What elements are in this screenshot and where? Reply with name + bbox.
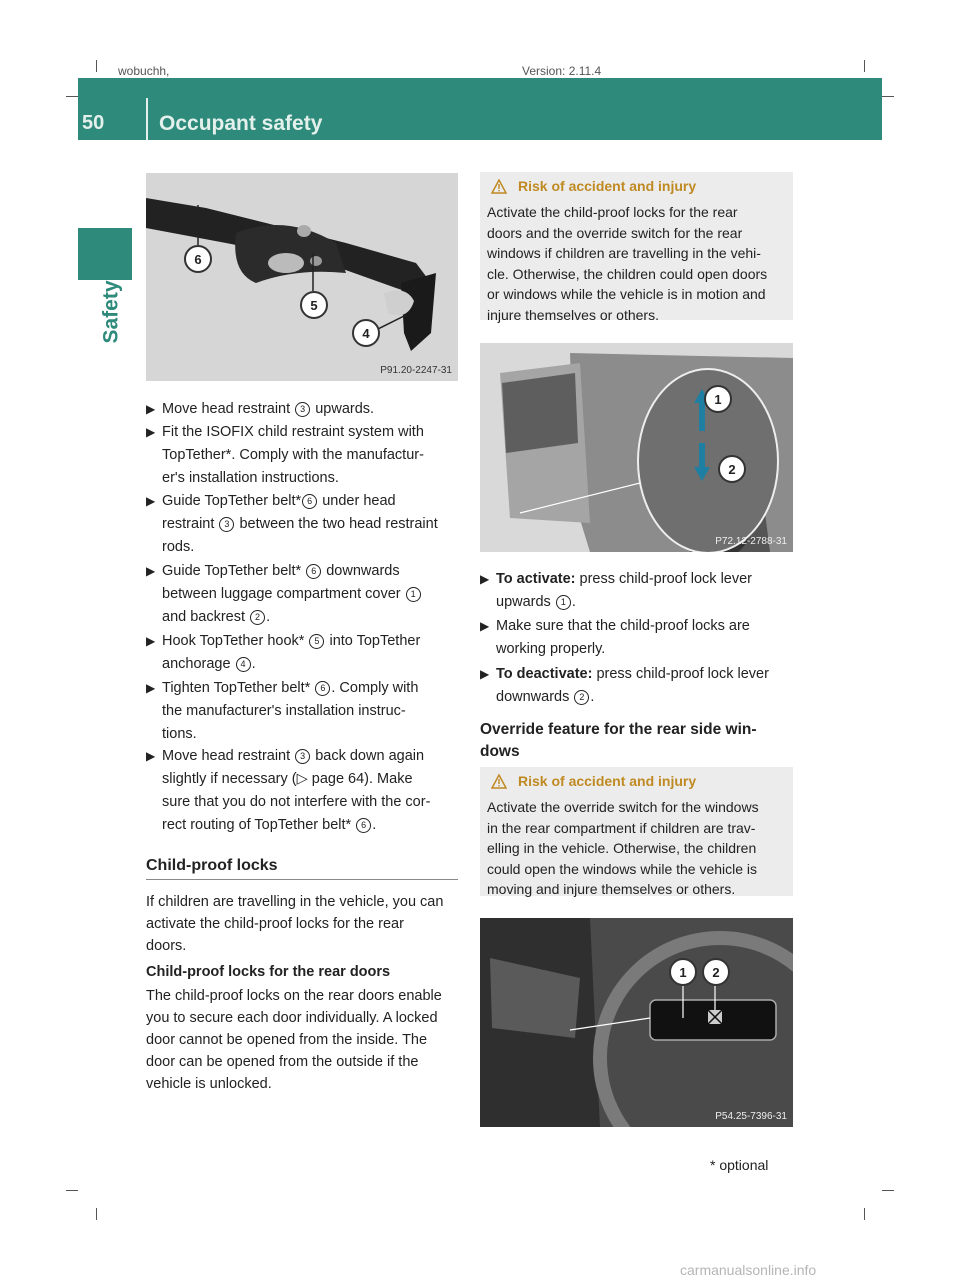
step-arrow-icon: ▶ [146,749,156,763]
step-arrow-icon: ▶ [146,494,156,508]
child-proof-heading: Child-proof locks [146,857,278,874]
warning-title: Risk of accident and injury [518,178,697,194]
step-arrow-icon: ▶ [146,425,156,439]
override-switch-figure [480,918,793,1127]
callout-5: 5 [300,291,328,319]
step-arrow-icon: ▶ [480,572,490,586]
callout-6: 6 [184,245,212,273]
version-label: Version: 2.11.4 [522,64,602,78]
rear-door-illustration [480,343,793,552]
override-switch-illustration [480,918,793,1127]
file-label: wobuchh, [118,64,170,78]
step-arrow-icon: ▶ [480,619,490,633]
tether-figure [146,173,458,381]
side-tab: Safety [99,280,123,344]
step-arrow-icon: ▶ [146,681,156,695]
crop-mark [66,96,78,97]
side-tab-marker [78,228,132,280]
override-heading: Override feature for the rear side win- dows [480,721,757,760]
warning-triangle-icon [491,179,507,194]
tether-illustration [146,173,458,381]
header-divider [146,98,148,140]
warning-box [480,172,793,323]
figure-code: P54.25-7396-31 [715,1111,787,1122]
step-arrow-icon: ▶ [146,564,156,578]
figure-code: P91.20-2247-31 [380,365,452,376]
rear-doors-body: The child-proof locks on the rear doors enable you to secure each door individually. A locked door cannot be opened from the inside. The door can be opened from the outside if the vehicle is unlocked. [146,988,442,1092]
callout-1: 1 [704,385,732,413]
section-title: Occupant safety [159,112,323,135]
warning-body: Activate the override switch for the windows in the rear compartment if children are trav- elling in the vehicle. Otherwise, the children could open the windows while the vehicle is moving and injure themselves or others. [487,799,759,897]
crop-mark [864,60,865,72]
callout-4: 4 [352,319,380,347]
crop-mark [96,60,97,72]
figure-code: P72.12-2788-31 [715,536,787,547]
step-arrow-icon: ▶ [146,402,156,416]
crop-mark [96,1208,97,1220]
crop-mark [864,1208,865,1220]
callout-2: 2 [702,958,730,986]
rear-doors-subheading: Child-proof locks for the rear doors [146,964,391,980]
heading-rule [146,879,458,880]
warning-body: Activate the child-proof locks for the rear doors and the override switch for the rear windows if children are travelling in the vehi- cle. Otherwise, the children could open doors or windows while the vehicle is in motion and injure themselves or others. [487,204,768,323]
step-arrow-icon: ▶ [146,634,156,648]
crop-mark [66,1190,78,1191]
step-arrow-icon: ▶ [480,667,490,681]
page-number: 50 [82,112,105,134]
callout-1: 1 [669,958,697,986]
watermark: carmanualsonline.info [680,1262,817,1278]
warning-box [480,767,793,896]
warning-triangle-icon [491,774,507,789]
crop-mark [882,1190,894,1191]
callout-2: 2 [718,455,746,483]
rear-door-figure [480,343,793,552]
crop-mark [882,96,894,97]
warning-title: Risk of accident and injury [518,773,697,789]
child-proof-intro: If children are travelling in the vehicle, you can activate the child-proof locks for the rear doors. [146,894,444,954]
optional-footnote: * optional [710,1157,769,1173]
